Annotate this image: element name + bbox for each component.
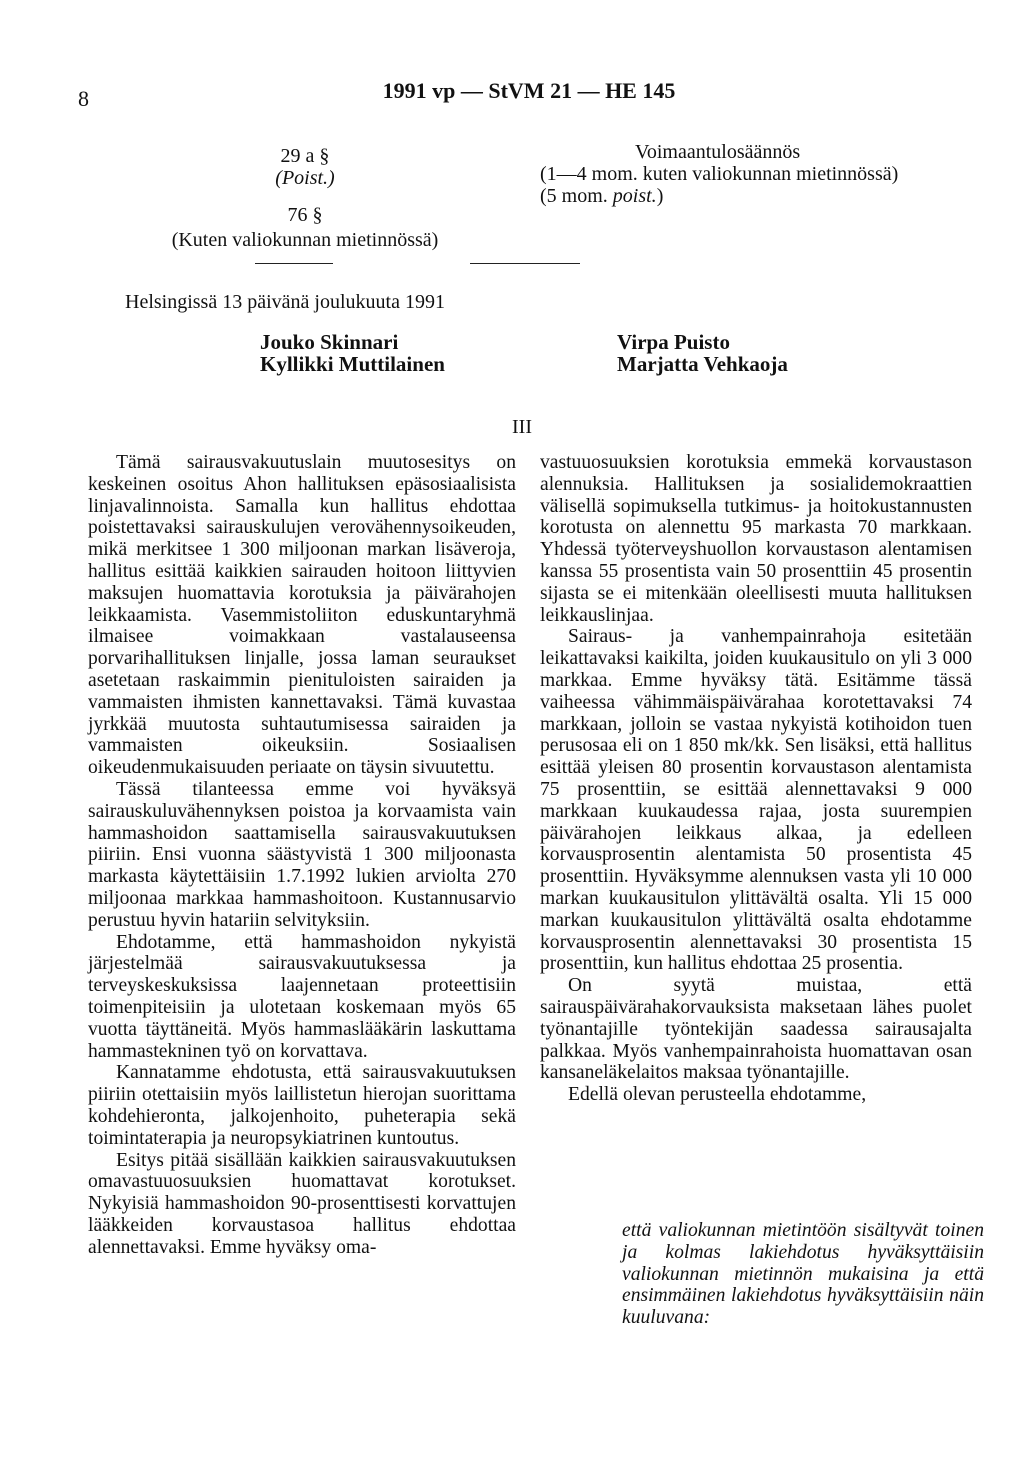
signature-left-1: Jouko Skinnari [260, 330, 399, 354]
divider-left [255, 263, 333, 264]
left-paragraph-4: Kannatamme ehdotusta, että sairausvakuutuksen piiriin otettaisiin myös laillistetun hierojan suorittama kohdehieronta, jalkojenhoito, puheterapia sekä toimintaterapia ja neuropsykiatrinen kuntoutus. [88, 1062, 516, 1149]
voimaantulo-line-2-suffix: ) [656, 185, 664, 207]
signature-left-2: Kyllikki Muttilainen [260, 352, 445, 376]
left-paragraph-5: Esitys pitää sisällään kaikkien sairausvakuutuksen omavastuuosuuksien huomattavat korotukset. Nykyisiä hammashoidon 90-prosenttisesti korvattujen lääkkeiden korvaustasoa hallitus ehdottaa alennettavaksi. Emme hyväksy oma- [88, 1149, 516, 1258]
voimaantulo-line-2-italic: poist. [612, 185, 657, 207]
right-paragraph-1: vastuuosuuksien korotuksia emmekä korvaustason alennuksia. Hallituksen ja sosialidemokraattien välisellä sopimuksella tutkimus- ja hoitokustannusten korotusta on alennettu 95 markasta 70 markkaan. Yhdessä työterveyshuollon korvaustason alentamisen kanssa 55 prosentista vain 50 prosenttiin 45 prosentin sijasta se ei mitenkään oleellisesti muuta hallituksen leikkauslinjaa. [540, 452, 972, 626]
running-header: 1991 vp — StVM 21 — HE 145 [382, 78, 676, 103]
divider-right [470, 263, 580, 264]
right-paragraph-3: On syytä muistaa, että sairauspäivärahakorvauksista maksetaan lähes puolet työnantajille työntekijän saadessa sairausajalta palkkaa. Myös vanhempainrahoista huomattavan osan kansaneläkelaitos maksaa työnantajille. [540, 975, 972, 1084]
page-number: 8 [78, 86, 89, 111]
section-voimaantulo-title: Voimaantulosäännös [635, 141, 801, 163]
voimaantulo-line-2-prefix: (5 mom. [540, 185, 613, 207]
voimaantulo-line-2 [540, 184, 663, 208]
left-paragraph-3: Ehdotamme, että hammashoidon nykyistä järjestelmää sairausvakuutuksessa ja terveyskeskuksissa laajennetaan proteettisiin toimenpiteisiin ja ulotetaan koskemaan myös 65 vuotta täyttäneitä. Myös hammaslääkärin laskuttama hammastekninen työ on korvattava. [88, 931, 516, 1062]
section-marker: III [512, 416, 532, 438]
right-paragraph-4: Edellä olevan perusteella ehdotamme, [568, 1084, 867, 1106]
section-76: 76 § [287, 204, 323, 226]
signature-right-1: Virpa Puisto [617, 330, 730, 354]
left-paragraph-2: Tässä tilanteessa emme voi hyväksyä sairauskuluvähennyksen poistoa ja korvaamista vain hammashoidon saattamisella sairausvakuutuksen piiriin. Ensi vuonna säästyvistä 1 300 miljoonasta markasta käytettäisiin 1.7.1992 lukien arviolta 270 miljoonaa markkaa hammashoitoon. Kustannusarvio perustuu hyvin hatariin selvityksiin. [88, 778, 516, 931]
signature-right-2: Marjatta Vehkaoja [617, 352, 788, 376]
proposal-text: että valiokunnan mietintöön sisältyvät toinen ja kolmas lakiehdotus hyväksyttäisiin valiokunnan mietinnön mukaisina ja että ensimmäinen lakiehdotus hyväksyttäisiin näin kuuluvana: [622, 1220, 984, 1329]
section-29a-note: (Poist.) [275, 167, 335, 189]
voimaantulo-line-1: (1—4 mom. kuten valiokunnan mietinnössä) [540, 163, 899, 185]
section-76-note: (Kuten valiokunnan mietinnössä) [171, 229, 439, 251]
left-paragraph-1: Tämä sairausvakuutuslain muutosesitys on keskeinen osoitus Ahon hallituksen epäsosiaalisista linjavalinnoista. Samalla kun hallitus ehdottaa poistettavaksi sairauskulujen verovähennysoikeuden, mikä merkitsee 1 300 miljoonan markan lisäveroja, hallitus esittää kaikkien sairauden hoitoon liittyvien maksujen huomattavia korotuksia ja päivärahojen leikkaamista. Vasemmistoliiton eduskuntaryhmä ilmaisee voimakkaan vastalauseensa porvarihallituksen linjalle, jossa laman seuraukset asetetaan raskaimmin pienituloisten sairaiden ja vammaisten ihmisten kannettavaksi. Tämä kuvastaa jyrkkää muutosta suhtautumisessa sairaiden ja vammaisten oikeuksiin. Sosiaalisen oikeudenmukaisuuden periaate on täysin sivuutettu. [88, 452, 516, 779]
right-paragraph-2: Sairaus- ja vanhempainrahoja esitetään leikattavaksi kaikilta, joiden kuukausitulo on yli 3 000 markkaa. Emme hyväksy tätä. Esitämme tässä vaiheessa vähimmäispäivärahaa korotettavaksi 74 markkaan, jolloin se vastaa nykyistä kotihoidon tuen perusosaa eli on 1 850 mk/kk. Sen lisäksi, että hallitus esittää yleisen 80 prosentin korvaustason alentamista 75 prosenttiin, se esittää alennettavaksi 9 000 markkaan kuukaudessa rajaa, josta suurempien päivärahojen leikkaus alkaa, ja edelleen korvausprosentin alentamista 50 prosentista 45 prosenttiin. Hyväksymme alennuksen vasta yli 10 000 markan kuukausitulon ylittävältä osalta. Yli 15 000 markan kuukausitulon ylittävältä osalta ehdotamme korvausprosentin alennettavaksi 30 prosentista 15 prosenttiin, kun hallitus ehdottaa 25 prosentia. [540, 626, 972, 975]
section-29a: 29 a § [280, 145, 330, 167]
place-date: Helsingissä 13 päivänä joulukuuta 1991 [125, 291, 445, 313]
left-column [88, 452, 516, 1258]
right-column [540, 452, 972, 1106]
